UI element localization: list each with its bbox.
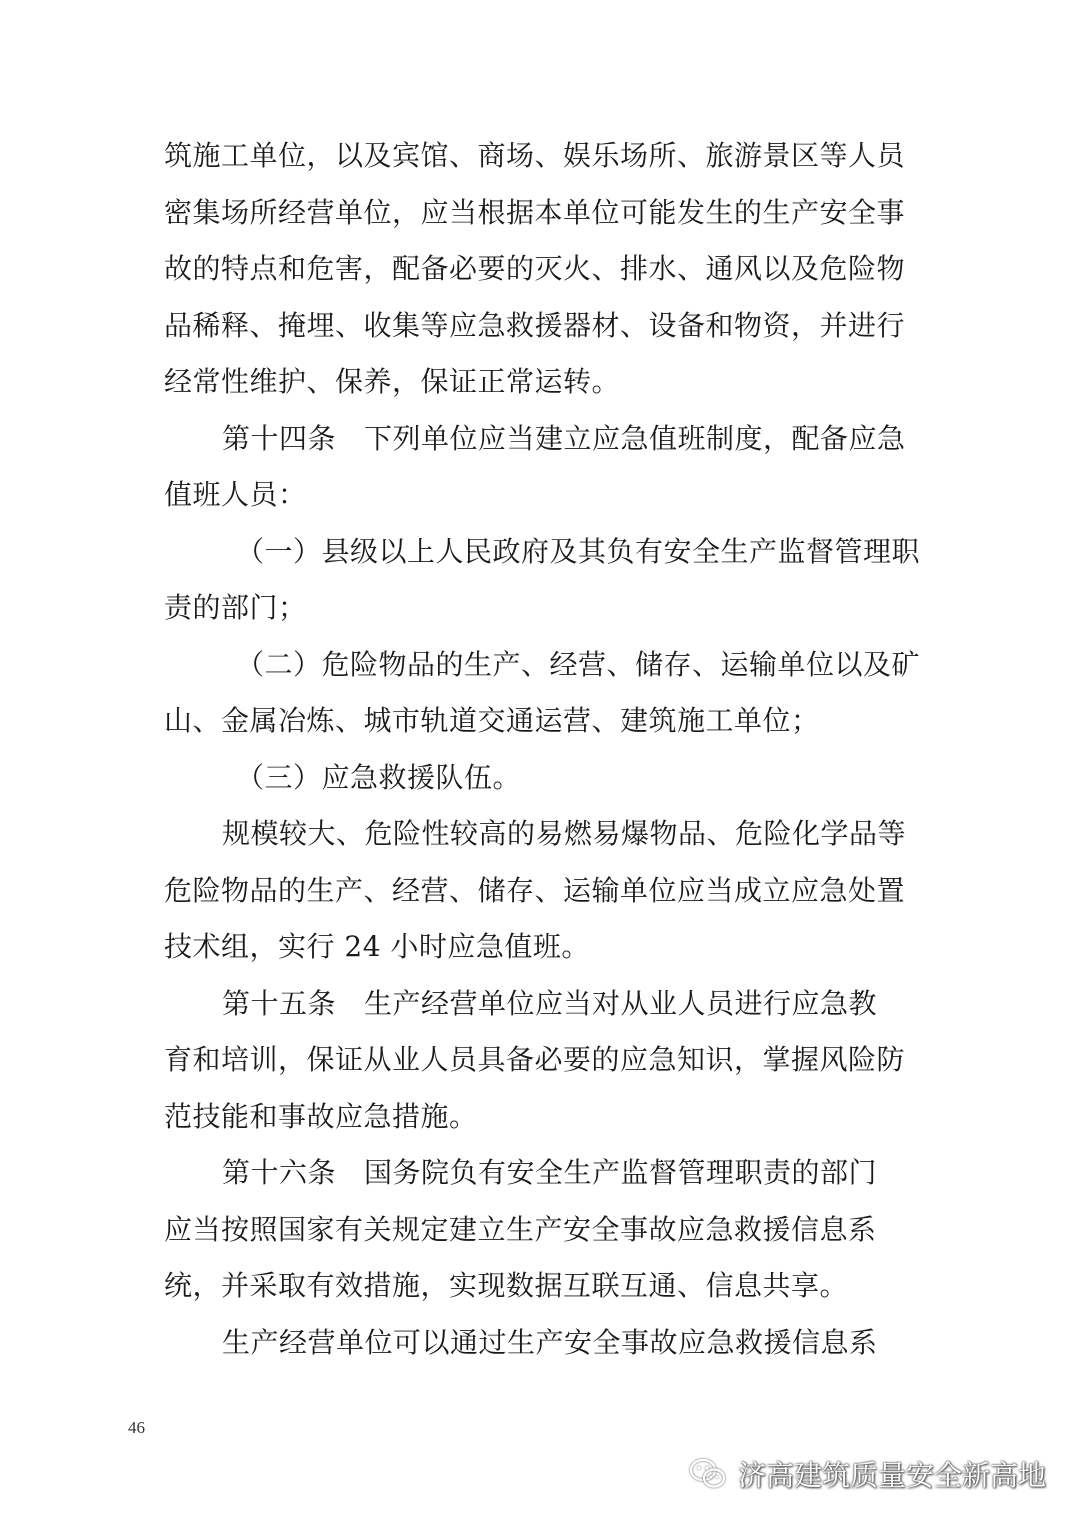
article-14-line <box>164 411 924 468</box>
page-number: 46 <box>128 1418 145 1437</box>
article-number: 第十四条 <box>222 421 337 455</box>
paragraph-start: 规模较大、危险性较高的易燃易爆物品、危险化学品等 <box>222 817 907 850</box>
text-line: 故的特点和危害，配备必要的灭火、排水、通风以及危险物 <box>164 252 906 285</box>
article-text: 生产经营单位应当对从业人员进行应急教 <box>364 986 878 1020</box>
text-line: 山、金属冶炼、城市轨道交通运营、建筑施工单位； <box>164 704 820 737</box>
article-number: 第十五条 <box>222 986 337 1020</box>
text-line: 范技能和事故应急措施。 <box>164 1099 478 1133</box>
text-line: 筑施工单位，以及宾馆、商场、娱乐场所、旅游景区等人员 <box>164 139 906 172</box>
text-line: 统，并采取有效措施，实现数据互联互通、信息共享。 <box>164 1269 849 1302</box>
text-line: 品稀释、掩埋、收集等应急救援器材、设备和物资，并进行 <box>164 308 906 342</box>
article-text: 国务院负有安全生产监督管理职责的部门 <box>364 1156 878 1189</box>
list-item-1: （一）县级以上人民政府及其负有安全生产监督管理职 <box>236 534 921 568</box>
text-line: 经常性维护、保养，保证正常运转。 <box>164 365 621 398</box>
article-number: 第十六条 <box>222 1156 337 1189</box>
article-text: 下列单位应当建立应急值班制度，配备应急 <box>364 421 906 455</box>
text-line: 技术组，实行 24 小时应急值班。 <box>164 930 590 963</box>
text-line: 危险物品的生产、经营、储存、运输单位应当成立应急处置 <box>164 873 906 907</box>
list-item-2: （二）危险物品的生产、经营、储存、运输单位以及矿 <box>236 647 921 681</box>
document-body <box>164 128 924 1371</box>
text-line: 密集场所经营单位，应当根据本单位可能发生的生产安全事 <box>164 195 906 229</box>
text-line: 值班人员： <box>164 478 307 511</box>
watermark <box>688 1454 1046 1494</box>
article-15-line <box>164 976 924 1033</box>
list-item-3: （三）应急救援队伍。 <box>236 760 522 794</box>
paragraph-start: 生产经营单位可以通过生产安全事故应急救援信息系 <box>222 1325 878 1359</box>
text-line: 责的部门； <box>164 591 307 624</box>
article-16-line <box>164 1145 924 1202</box>
watermark-text: 济高建筑质量安全新高地 <box>737 1459 1046 1492</box>
text-line: 育和培训，保证从业人员具备必要的应急知识，掌握风险防 <box>164 1043 906 1076</box>
wechat-icon <box>688 1457 728 1491</box>
text-line: 应当按照国家有关规定建立生产安全事故应急救援信息系 <box>164 1212 877 1246</box>
